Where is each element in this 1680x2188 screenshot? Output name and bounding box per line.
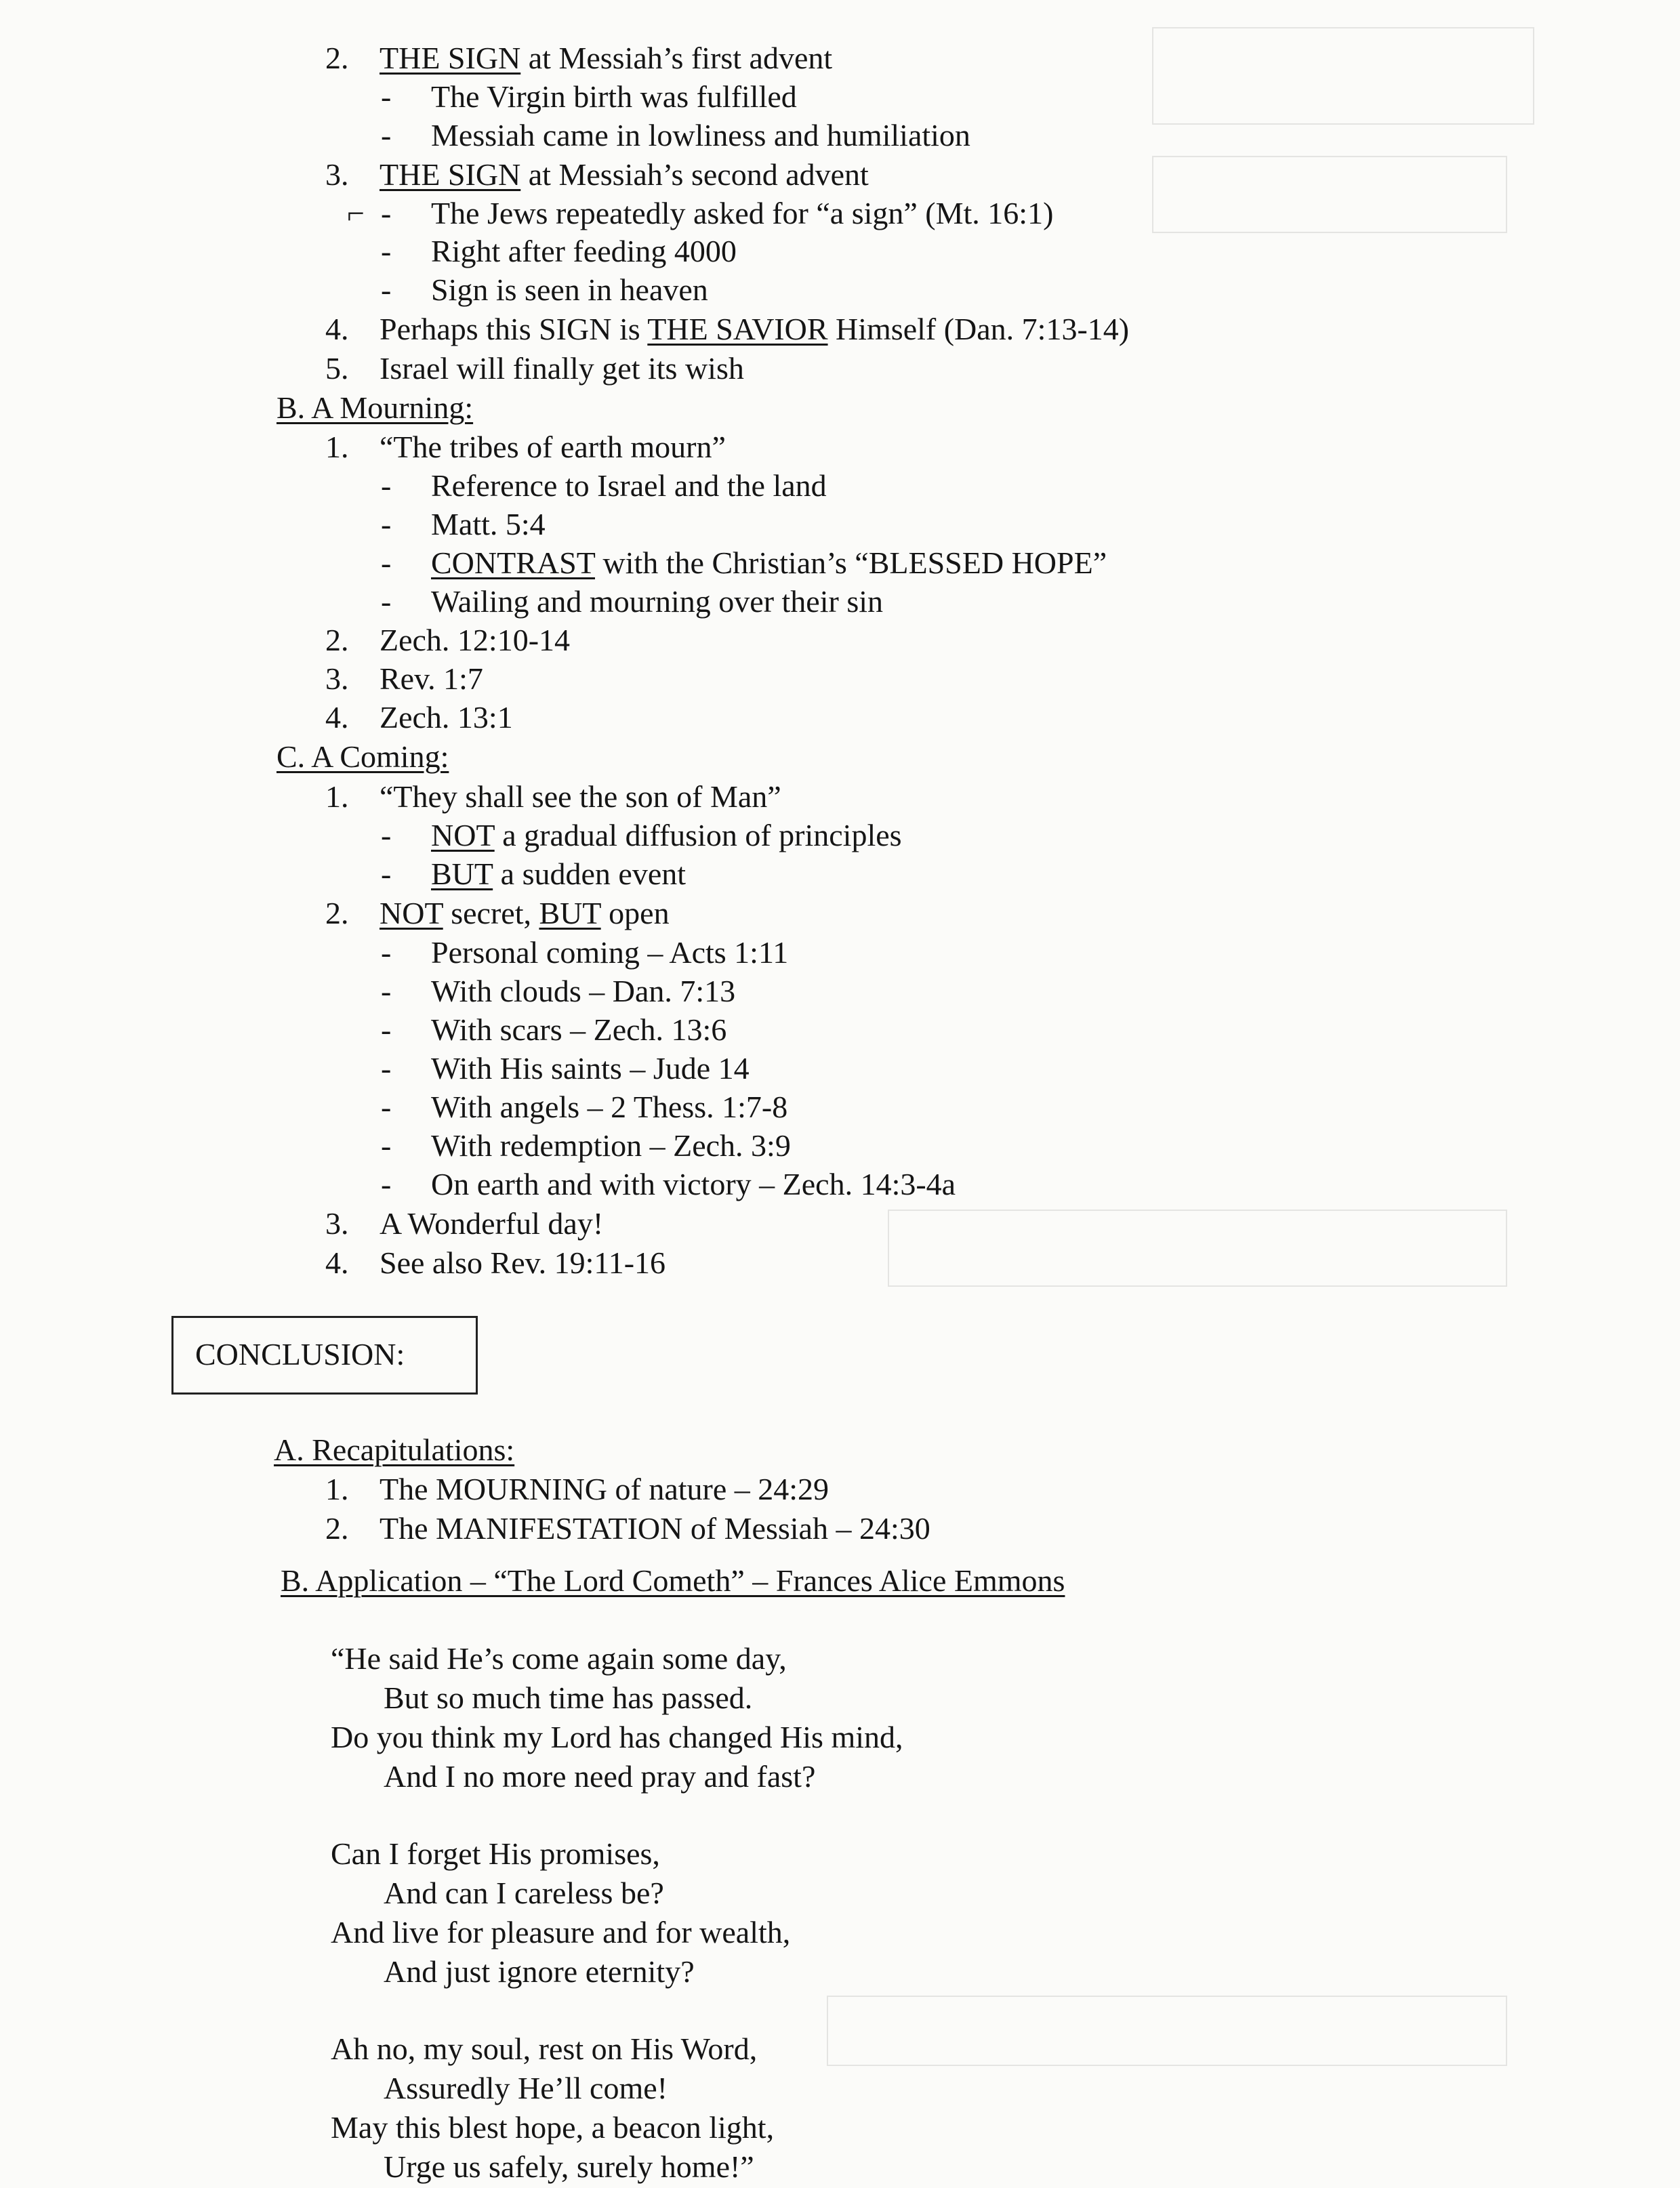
list-item: Israel will finally get its wish — [380, 351, 744, 386]
dash-bullet: - — [381, 79, 392, 114]
sub-item: Personal coming – Acts 1:11 — [431, 935, 789, 970]
underlined-text: B. A Mourning: — [276, 390, 474, 425]
dash-bullet: - — [381, 272, 392, 307]
item-number: 3. — [325, 661, 349, 696]
dash-bullet: - — [381, 935, 392, 970]
item-number: 2. — [325, 1511, 349, 1546]
sub-item — [431, 855, 686, 893]
dash-bullet: - — [381, 1051, 392, 1086]
conclusion-heading: CONCLUSION: — [195, 1337, 405, 1371]
section-heading-coming — [276, 738, 449, 776]
section-heading-recapitulations — [274, 1431, 514, 1469]
list-item: A Wonderful day! — [380, 1206, 604, 1241]
sub-item: Sign is seen in heaven — [431, 272, 708, 307]
list-item: The MANIFESTATION of Messiah – 24:30 — [380, 1511, 930, 1546]
dash-bullet: - — [381, 118, 392, 152]
poem-line: Can I forget His promises, — [331, 1836, 660, 1871]
underlined-text: BUT — [431, 856, 493, 891]
conclusion-box — [171, 1316, 478, 1395]
item-number: 1. — [325, 1472, 349, 1506]
item-text: at Messiah’s first advent — [520, 41, 833, 75]
dash-bullet: - — [381, 584, 392, 619]
item-text: a sudden event — [493, 856, 687, 891]
section-heading-application — [281, 1562, 1065, 1600]
item-number: 4. — [325, 312, 349, 346]
list-item: Zech. 13:1 — [380, 700, 513, 735]
list-item-not-secret — [380, 894, 670, 932]
dash-bullet: - — [381, 234, 392, 268]
dash-bullet: - — [381, 196, 392, 230]
handwritten-mark: ⌐ — [347, 196, 365, 230]
dash-bullet: - — [381, 1012, 392, 1047]
underlined-text: BUT — [539, 896, 601, 930]
underlined-text: THE SIGN — [380, 157, 521, 192]
item-text: secret, — [443, 896, 539, 930]
sub-item: With clouds – Dan. 7:13 — [431, 974, 736, 1008]
list-item: See also Rev. 19:11-16 — [380, 1245, 666, 1280]
item-number: 4. — [325, 700, 349, 735]
list-item: Zech. 12:10-14 — [380, 623, 571, 657]
dash-bullet: - — [381, 1090, 392, 1124]
poem-line: Ah no, my soul, rest on His Word, — [331, 2031, 758, 2066]
dash-bullet: - — [381, 856, 392, 891]
sub-item — [431, 817, 902, 854]
dash-bullet: - — [381, 974, 392, 1008]
item-text: open — [600, 896, 670, 930]
sub-item: Right after feeding 4000 — [431, 234, 737, 268]
poem-line: May this blest hope, a beacon light, — [331, 2110, 775, 2145]
poem-line: Do you think my Lord has changed His mind, — [331, 1720, 903, 1754]
sub-item: Matt. 5:4 — [431, 507, 546, 541]
item-number: 3. — [325, 157, 349, 192]
sub-item: With redemption – Zech. 3:9 — [431, 1128, 791, 1163]
dash-bullet: - — [381, 1128, 392, 1163]
list-item-second-advent — [380, 156, 869, 194]
list-item: Rev. 1:7 — [380, 661, 483, 696]
sub-item: With angels – 2 Thess. 1:7-8 — [431, 1090, 788, 1124]
poem-line: Urge us safely, surely home!” — [384, 2149, 754, 2184]
poem-line: Assuredly He’ll come! — [384, 2071, 668, 2105]
sub-item: The Jews repeatedly asked for “a sign” (Mt. 16:1) — [431, 196, 1054, 230]
sub-item: With His saints – Jude 14 — [431, 1051, 750, 1086]
bleed-through-box — [827, 1996, 1507, 2066]
item-number: 1. — [325, 779, 349, 814]
bleed-through-box — [1152, 156, 1507, 233]
section-heading-mourning — [276, 389, 473, 427]
sub-item: Wailing and mourning over their sin — [431, 584, 883, 619]
sub-item: Messiah came in lowliness and humiliation — [431, 118, 970, 152]
list-item: “The tribes of earth mourn” — [380, 430, 726, 464]
underlined-text: THE SIGN — [380, 41, 521, 75]
item-text: Himself (Dan. 7:13-14) — [827, 312, 1130, 346]
bleed-through-box — [1152, 27, 1534, 125]
item-text: with the Christian’s “BLESSED HOPE” — [594, 545, 1107, 580]
list-item-first-advent — [380, 39, 832, 77]
poem-line: “He said He’s come again some day, — [331, 1641, 787, 1676]
list-item: “They shall see the son of Man” — [380, 779, 781, 814]
item-number: 4. — [325, 1245, 349, 1280]
item-number: 2. — [325, 896, 349, 930]
item-text: a gradual diffusion of principles — [494, 818, 902, 852]
underlined-text: CONTRAST — [431, 545, 595, 580]
underlined-text: C. A Coming: — [276, 739, 449, 774]
item-number: 2. — [325, 41, 349, 75]
item-text: at Messiah’s second advent — [520, 157, 869, 192]
underlined-text: A. Recapitulations: — [274, 1432, 515, 1467]
item-number: 3. — [325, 1206, 349, 1241]
item-number: 1. — [325, 430, 349, 464]
sub-item-contrast — [431, 544, 1107, 582]
sub-item: With scars – Zech. 13:6 — [431, 1012, 727, 1047]
underlined-text: NOT — [380, 896, 443, 930]
item-number: 2. — [325, 623, 349, 657]
item-number: 5. — [325, 351, 349, 386]
list-item: The MOURNING of nature – 24:29 — [380, 1472, 829, 1506]
poem-line: But so much time has passed. — [384, 1680, 753, 1715]
dash-bullet: - — [381, 545, 392, 580]
poem-line: And just ignore eternity? — [384, 1954, 695, 1989]
dash-bullet: - — [381, 1167, 392, 1201]
underlined-text: B. Application – “The Lord Cometh” – Frances Alice Emmons — [281, 1563, 1065, 1598]
poem-line: And can I careless be? — [384, 1876, 664, 1910]
underlined-text: NOT — [431, 818, 495, 852]
underlined-text: THE SAVIOR — [647, 312, 828, 346]
dash-bullet: - — [381, 818, 392, 852]
dash-bullet: - — [381, 507, 392, 541]
sub-item: Reference to Israel and the land — [431, 468, 827, 503]
item-text: Perhaps this SIGN is — [380, 312, 648, 346]
poem-line: And I no more need pray and fast? — [384, 1759, 816, 1794]
sub-item: On earth and with victory – Zech. 14:3-4a — [431, 1167, 956, 1201]
sub-item: The Virgin birth was fulfilled — [431, 79, 797, 114]
bleed-through-box — [888, 1210, 1507, 1287]
poem-line: And live for pleasure and for wealth, — [331, 1915, 791, 1949]
dash-bullet: - — [381, 468, 392, 503]
list-item-savior — [380, 310, 1129, 348]
